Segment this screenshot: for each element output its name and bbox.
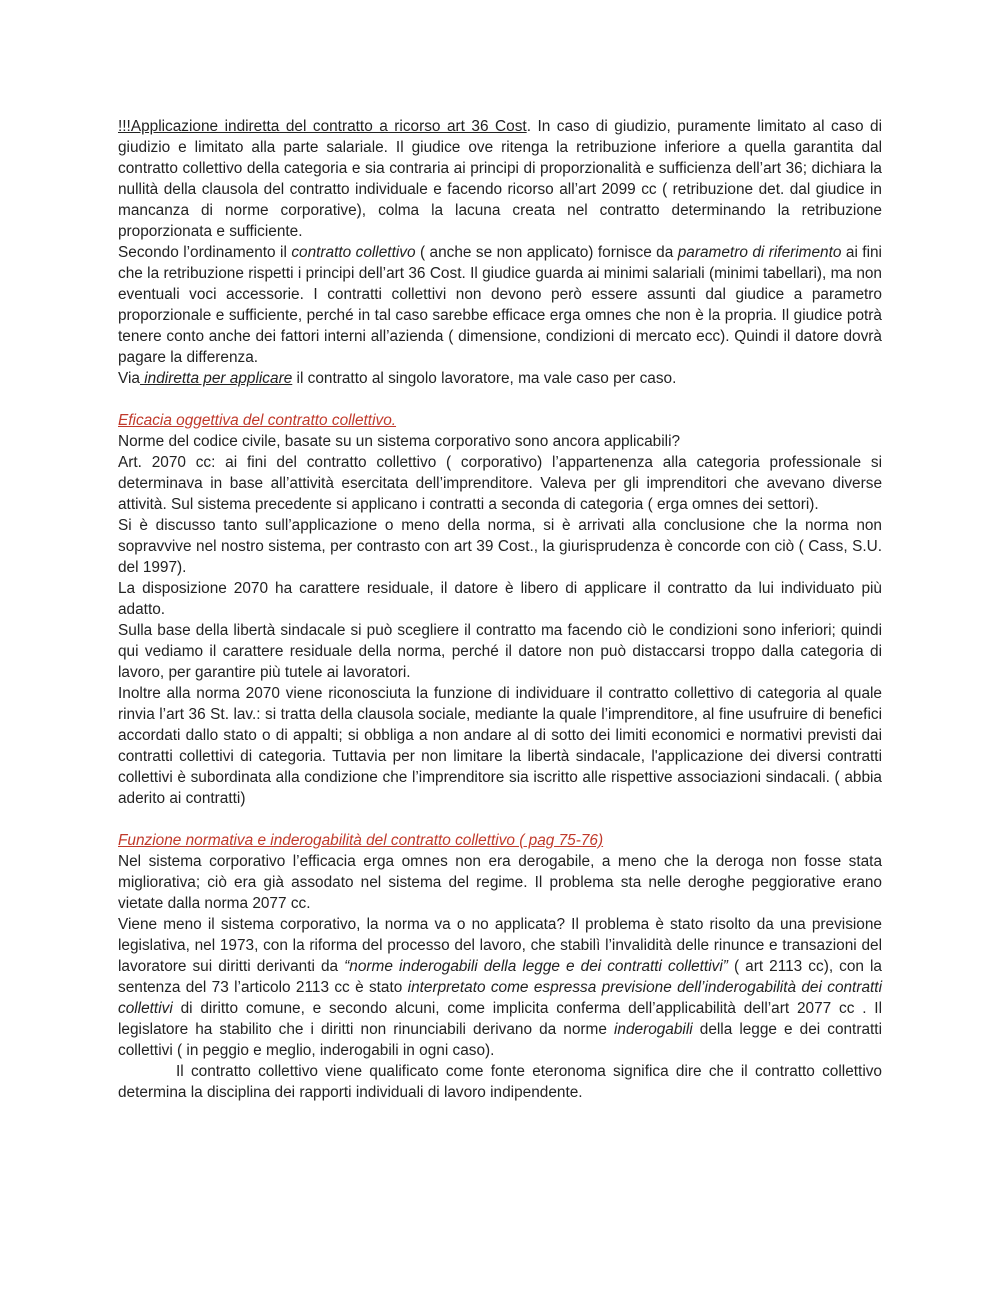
- section-heading: Eficacia oggettiva del contratto collettivo.: [118, 412, 397, 429]
- section-heading: Funzione normativa e inderogabilità del contratto collettivo ( pag 75-76): [118, 832, 604, 849]
- paragraph: Art. 2070 cc: ai fini del contratto collettivo ( corporativo) l’appartenenza alla categoria professionale si determinava in base all’attività esercitata dell’imprenditore. Valeva per gli imprenditori che avevano diverse attività. Sul sistema precedente si applicano i contratti a seconda di categoria ( erga omnes dei settori).: [118, 454, 882, 513]
- paragraph: Secondo l’ordinamento il contratto collettivo ( anche se non applicato) fornisce da parametro di riferimento ai fini che la retribuzione rispetti i principi dell’art 36 Cost. Il giudice guarda ai minimi salariali (minimi tabellari), ma non eventuali voci accessorie. I contratti collettivi non devono però essere assunti dal giudice a parametro proporzionale e sufficiente, perché in tal caso sarebbe efficace erga omnes che non è la propria. Il giudice potrà tenere conto anche dei fattori interni all’azienda ( dimensione, condizioni di mercato ecc). Quindi il datore dovrà pagare la differenza.: [118, 244, 882, 366]
- paragraph: !!!Applicazione indiretta del contratto a ricorso art 36 Cost. In caso di giudizio, puramente limitato al caso di giudizio e limitato alla parte salariale. Il giudice ove ritenga la retribuzione inferiore a quella garantita dal contratto collettivo della categoria e sia contraria ai principi di proporzionalità e sufficienza dell’art 36; dichiara la nullità della clausola del contratto individuale e facendo ricorso all’art 2099 cc ( retribuzione det. dal giudice in mancanza di norme corporative), colma la lacuna creata nel contratto determinando la retribuzione proporzionata e sufficiente.: [118, 118, 882, 240]
- document-page: [118, 116, 882, 1103]
- paragraph: Sulla base della libertà sindacale si può scegliere il contratto ma facendo ciò le condizioni sono inferiori; quindi qui vediamo il carattere residuale della norma, perché il datore non può distaccarsi troppo dalla categoria di lavoro, per garantire più tutele ai lavoratori.: [118, 622, 882, 681]
- paragraph: Il contratto collettivo viene qualificato come fonte eteronoma significa dire che il contratto collettivo determina la disciplina dei rapporti individuali di lavoro indipendente.: [118, 1063, 882, 1101]
- spacer: [118, 809, 882, 830]
- paragraph: Si è discusso tanto sull’applicazione o meno della norma, si è arrivati alla conclusione che la norma non sopravvive nel nostro sistema, per contrasto con art 39 Cost., la giurisprudenza è concorde con ciò ( Cass, S.U. del 1997).: [118, 517, 882, 576]
- paragraph: Nel sistema corporativo l’efficacia erga omnes non era derogabile, a meno che la deroga non fosse stata migliorativa; ciò era già assodato nel sistema del regime. Il problema sta nelle deroghe peggiorative erano vietate dalla norma 2077 cc.: [118, 853, 882, 912]
- paragraph: Via indiretta per applicare il contratto al singolo lavoratore, ma vale caso per caso.: [118, 370, 677, 387]
- paragraph: La disposizione 2070 ha carattere residuale, il datore è libero di applicare il contratto da lui individuato più adatto.: [118, 580, 882, 618]
- spacer: [118, 389, 882, 410]
- underlined-title: !!!Applicazione indiretta del contratto a ricorso art 36 Cost: [118, 118, 527, 135]
- paragraph: Norme del codice civile, basate su un sistema corporativo sono ancora applicabili?: [118, 433, 681, 450]
- paragraph: Viene meno il sistema corporativo, la norma va o no applicata? Il problema è stato risolto da una previsione legislativa, nel 1973, con la riforma del processo del lavoro, che stabilì l’invalidità delle rinunce e transazioni del lavoratore sui diritti derivanti da “norme inderogabili della legge e dei contratti collettivi” ( art 2113 cc), con la sentenza del 73 l’articolo 2113 cc è stato interpretato come espressa previsione dell’inderogabilità dei contratti collettivi di diritto comune, e secondo alcuni, come implicita conferma dell’applicabilità dell’art 2077 cc . Il legislatore ha stabilito che i diritti non rinunciabili derivano da norme inderogabili della legge e dei contratti collettivi ( in peggio e meglio, inderogabili in ogni caso).: [118, 916, 882, 1059]
- paragraph: Inoltre alla norma 2070 viene riconosciuta la funzione di individuare il contratto collettivo di categoria al quale rinvia l’art 36 St. lav.: si tratta della clausola sociale, mediante la quale l’imprenditore, al fine usufruire di benefici accordati dallo stato o di appalti; si obbliga a non andare al di sotto dei limiti economici e normativi previsti dai contratti collettivi di categoria. Tuttavia per non limitare la libertà sindacale, l'applicazione dei diversi contratti collettivi è subordinata alla condizione che l’imprenditore sia iscritto alle rispettive associazioni sindacali. ( abbia aderito ai contratti): [118, 685, 882, 807]
